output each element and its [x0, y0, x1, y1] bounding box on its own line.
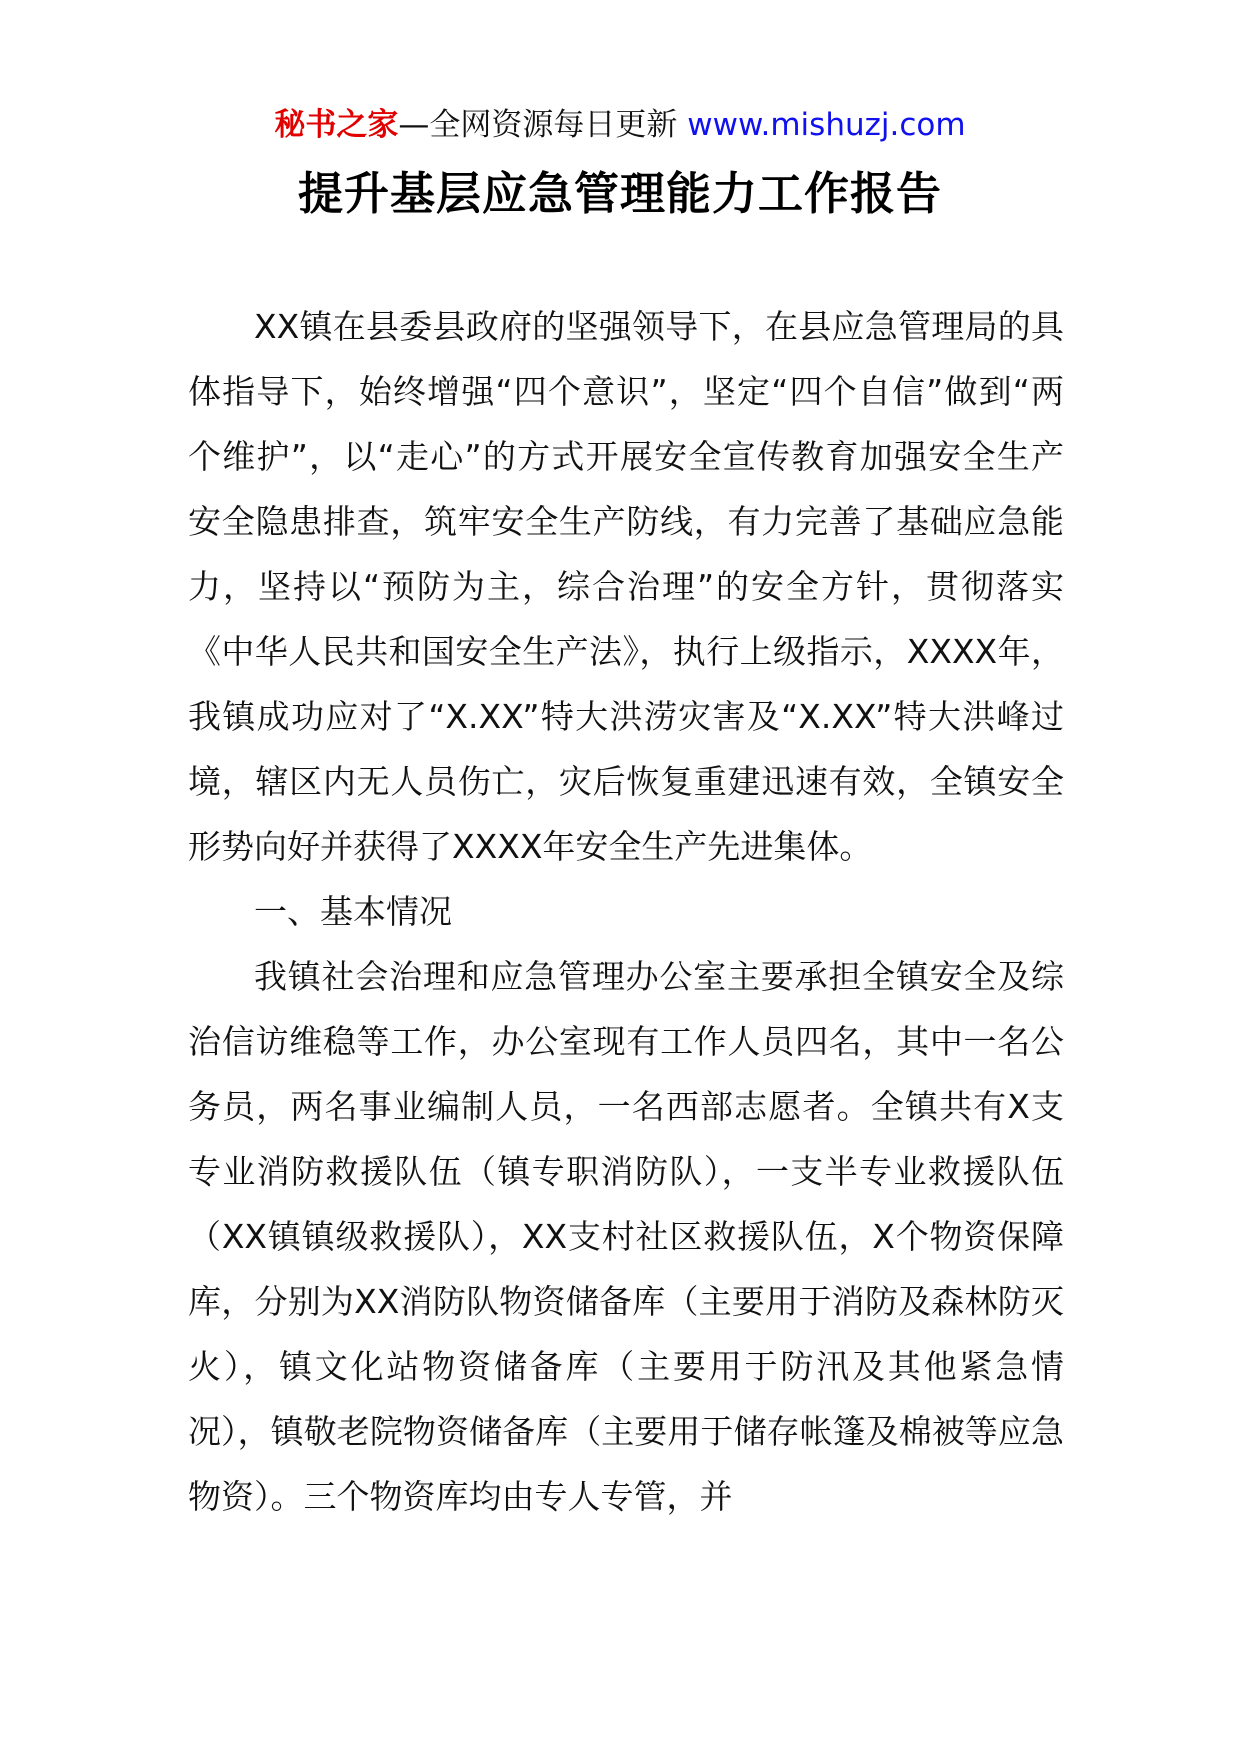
- site-header: [0, 100, 1240, 150]
- site-url-link[interactable]: www.mishuzj.com: [687, 107, 966, 143]
- document-body: [188, 294, 1064, 1529]
- paragraph-basic-situation: 我镇社会治理和应急管理办公室主要承担全镇安全及综治信访维稳等工作，办公室现有工作人员四名，其中一名公务员，两名事业编制人员，一名西部志愿者。全镇共有X支专业消防救援队伍（镇专职消防队），一支半专业救援队伍（XX镇镇级救援队），XX支村社区救援队伍，X个物资保障库，分别为XX消防队物资储备库（主要用于消防及森林防灭火），镇文化站物资储备库（主要用于防汛及其他紧急情况），镇敬老院物资储备库（主要用于储存帐篷及棉被等应急物资）。三个物资库均由专人专管，并: [188, 957, 1064, 1516]
- document-title: 提升基层应急管理能力工作报告: [297, 167, 942, 220]
- brand-tagline: —全网资源每日更新: [398, 107, 678, 143]
- section-heading-basic-situation: 一、基本情况: [254, 892, 452, 931]
- brand-name: 秘书之家: [274, 107, 399, 143]
- paragraph-intro: XX镇在县委县政府的坚强领导下，在县应急管理局的具体指导下，始终增强“四个意识”，坚定“四个自信”做到“两个维护”，以“走心”的方式开展安全宣传教育加强安全生产安全隐患排查，筑牢安全生产防线，有力完善了基础应急能力，坚持以“预防为主，综合治理”的安全方针，贯彻落实《中华人民共和国安全生产法》，执行上级指示，XXXX年，我镇成功应对了“X.XX”特大洪涝灾害及“X.XX”特大洪峰过境，辖区内无人员伤亡，灾后恢复重建迅速有效，全镇安全形势向好并获得了XXXX年安全生产先进集体。: [188, 307, 1064, 866]
